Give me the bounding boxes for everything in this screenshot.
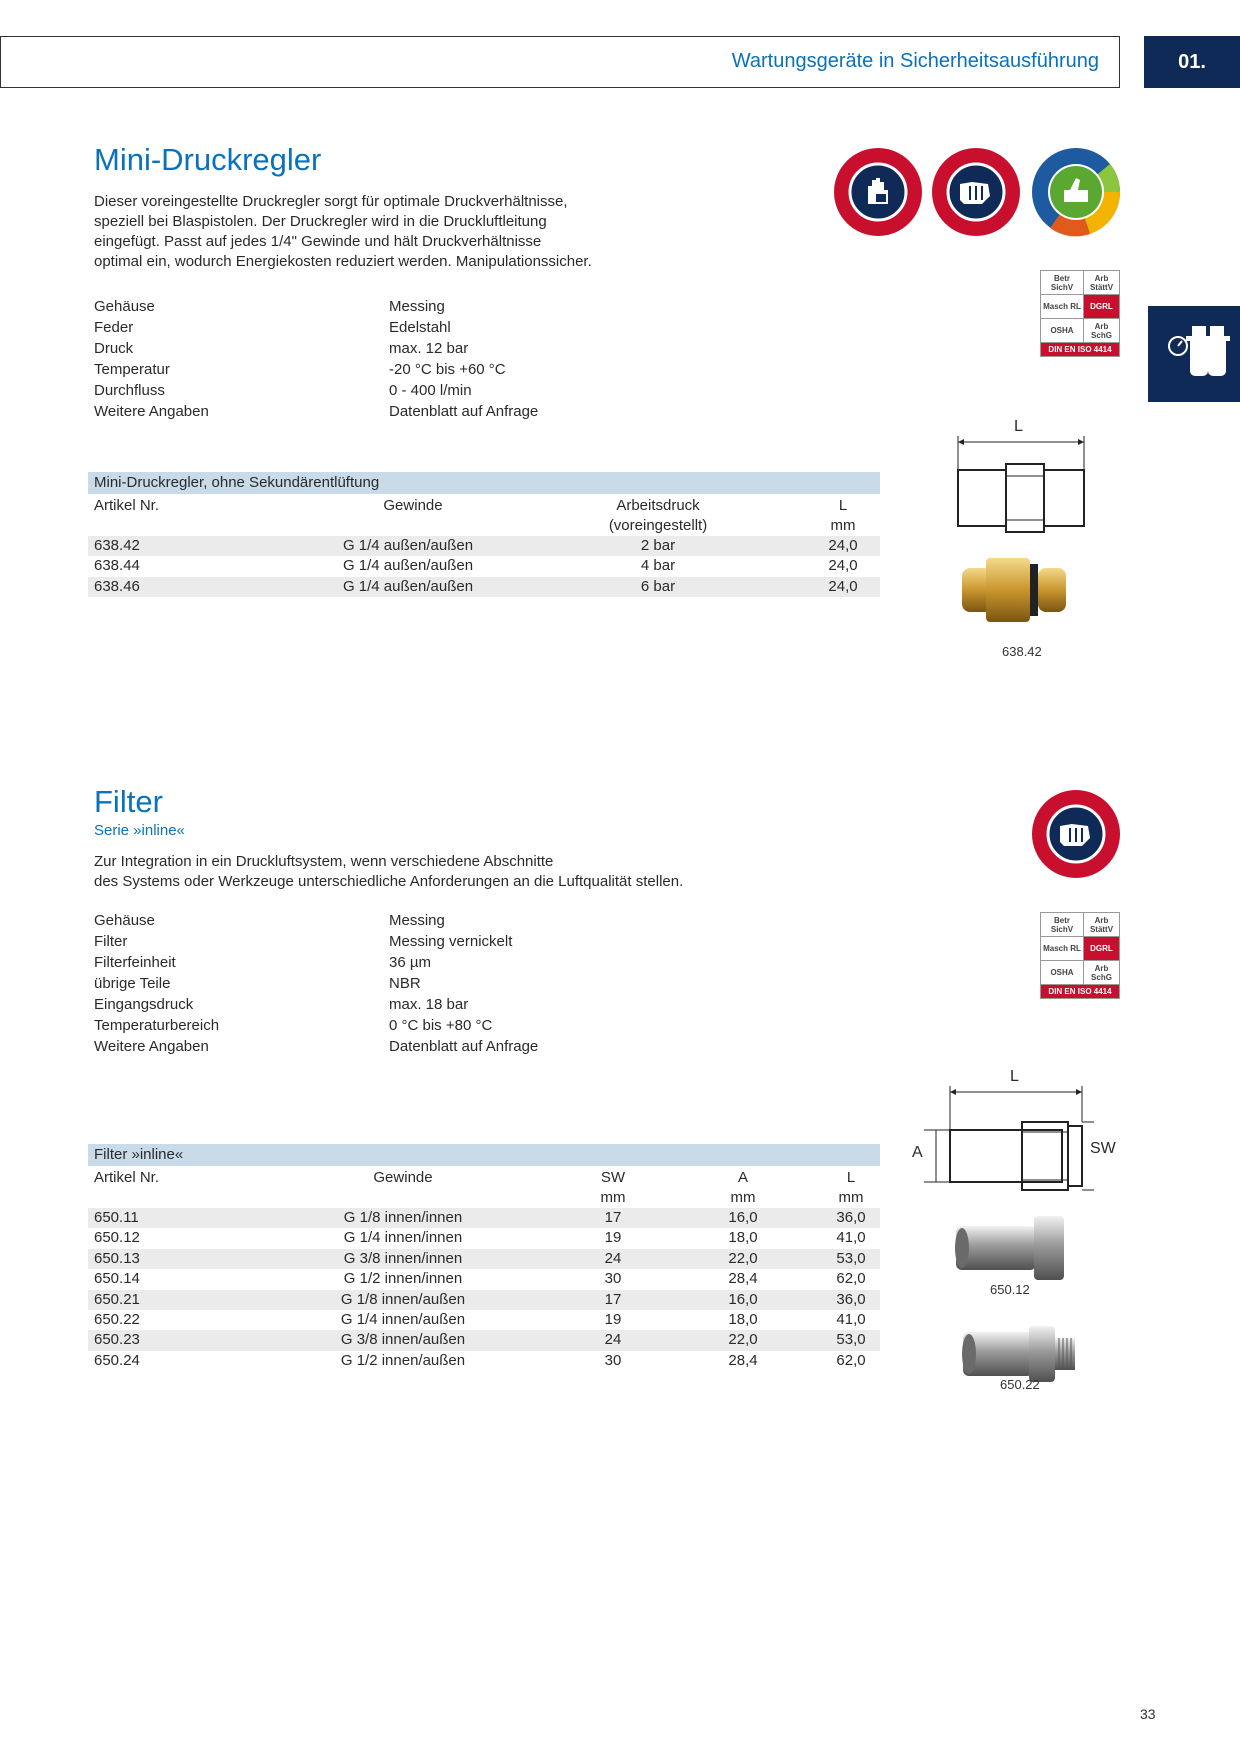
section-title-filter: Filter — [94, 784, 163, 819]
spec-value: Messing — [389, 912, 445, 929]
spec-label: Gehäuse — [94, 298, 155, 315]
col-header-pressure-sub: (voreingestellt) — [608, 517, 708, 534]
cell-a: 28,4 — [728, 1270, 758, 1288]
spec-value: Datenblatt auf Anfrage — [389, 1038, 539, 1055]
description-line: eingefügt. Passt auf jedes 1/4" Gewinde und hält Druckverhältnisse — [94, 233, 542, 250]
section-subtitle: Serie »inline« — [94, 822, 185, 839]
category-side-tab — [1148, 306, 1240, 402]
col-header-a: A — [737, 1169, 748, 1186]
photo-caption: 650.12 — [990, 1282, 1030, 1297]
table-row — [88, 1351, 880, 1371]
description-line: des Systems oder Werkzeuge unterschiedliche Anforderungen an die Luftqualität stellen. — [94, 873, 684, 890]
spec-value: NBR — [389, 975, 421, 992]
cell-sw: 19 — [604, 1229, 622, 1247]
badge-arbschg: Arb SchG — [1084, 961, 1120, 985]
cell-sw: 17 — [604, 1209, 622, 1226]
section2-specs — [94, 910, 614, 1057]
badge-masch: Masch RL — [1041, 295, 1084, 319]
cell-a: 16,0 — [728, 1209, 758, 1226]
cell-length: 36,0 — [836, 1290, 866, 1308]
cell-thread: G 1/8 innen/außen — [340, 1290, 466, 1308]
spec-value: max. 12 bar — [389, 340, 469, 357]
lock-icon — [876, 194, 886, 202]
col-header-article: Artikel Nr. — [94, 497, 160, 514]
col-header-a-unit: mm — [730, 1189, 756, 1206]
spec-label: Filter — [94, 933, 128, 950]
cell-length: 62,0 — [836, 1270, 866, 1288]
section1-specs — [94, 296, 614, 422]
col-header-sw: SW — [600, 1169, 626, 1186]
table-filter-inline — [88, 1144, 880, 1371]
product-photo-650-12 — [950, 1212, 1075, 1287]
table-header — [88, 494, 880, 536]
cell-a: 18,0 — [728, 1310, 758, 1328]
badge-betr: Betr SichV — [1041, 913, 1084, 937]
spec-value: Messing vernickelt — [389, 933, 513, 950]
dimension-label-l: L — [1014, 418, 1023, 435]
cell-sw: 17 — [604, 1290, 622, 1308]
product-photo-638-42 — [956, 550, 1076, 635]
dimension-label-l: L — [1010, 1068, 1019, 1085]
spec-label: Druck — [94, 340, 134, 357]
badge-arb: Arb StättV — [1084, 271, 1120, 295]
cell-thread: G 1/2 innen/außen — [340, 1351, 466, 1369]
cell-article: 650.22 — [94, 1310, 140, 1328]
regulation-badges-2 — [1040, 912, 1120, 999]
cell-thread: G 1/4 außen/außen — [342, 577, 474, 595]
spec-label: Temperaturbereich — [94, 1017, 220, 1034]
header-title: Wartungsgeräte in Sicherheitsausführung — [731, 50, 1099, 72]
regulation-badges-1 — [1040, 270, 1120, 357]
badge-din: DIN EN ISO 4414 — [1041, 343, 1120, 357]
table-title: Filter »inline« — [88, 1144, 880, 1166]
table-header — [88, 1166, 880, 1208]
description-line: Zur Integration in ein Druckluftsystem, wenn verschiedene Abschnitte — [94, 853, 554, 870]
spec-value: max. 18 bar — [389, 996, 469, 1013]
spec-value: 0 - 400 l/min — [389, 382, 472, 399]
cell-pressure: 2 bar — [640, 537, 676, 554]
cell-a: 22,0 — [728, 1249, 758, 1267]
cell-length: 41,0 — [836, 1310, 866, 1328]
cell-sw: 19 — [604, 1310, 622, 1328]
spec-label: Gehäuse — [94, 912, 155, 929]
table-row — [88, 1208, 880, 1228]
cell-sw: 30 — [604, 1270, 622, 1288]
chapter-tab: 01. — [1144, 36, 1240, 88]
col-header-length-unit: mm — [838, 1189, 864, 1206]
spec-label: Temperatur — [94, 361, 170, 378]
seal-kein-zugriff — [832, 146, 924, 243]
cell-length: 36,0 — [836, 1209, 866, 1226]
table-row — [88, 577, 880, 597]
table-mini-druckregler — [88, 472, 880, 597]
technical-drawing-regulator — [950, 420, 1090, 540]
cell-sw: 30 — [604, 1351, 622, 1369]
photo-caption: 650.22 — [1000, 1377, 1040, 1392]
technical-drawing-filter — [910, 1070, 1130, 1205]
cell-article: 650.11 — [94, 1209, 139, 1226]
cell-thread: G 3/8 innen/außen — [340, 1331, 466, 1349]
badge-osha: OSHA — [1041, 961, 1084, 985]
badge-osha: OSHA — [1041, 319, 1084, 343]
col-header-thread: Gewinde — [383, 497, 443, 514]
spec-value: 0 °C bis +80 °C — [389, 1017, 493, 1034]
seal-verletzungs-schutz — [930, 146, 1022, 243]
table-row — [88, 1290, 880, 1310]
section2-description — [94, 852, 794, 892]
badge-betr: Betr SichV — [1041, 271, 1084, 295]
cell-length: 53,0 — [836, 1249, 866, 1267]
table-row — [88, 556, 880, 576]
badge-dgrl: DGRL — [1084, 937, 1120, 961]
seal-druckluft-effizienz — [1030, 146, 1122, 243]
spec-value: Datenblatt auf Anfrage — [389, 403, 539, 420]
header-bar — [0, 36, 1120, 88]
cell-length: 24,0 — [828, 537, 858, 554]
description-line: optimal ein, wodurch Energiekosten reduziert werden. Manipulationssicher. — [94, 253, 592, 270]
table-title: Mini-Druckregler, ohne Sekundärentlüftung — [88, 472, 880, 494]
badge-dgrl: DGRL — [1084, 295, 1120, 319]
dimension-label-a: A — [912, 1144, 923, 1161]
cell-length: 41,0 — [836, 1229, 866, 1247]
table-row — [88, 536, 880, 556]
spec-label: Durchfluss — [94, 382, 165, 399]
cell-article: 650.14 — [94, 1270, 140, 1288]
spec-value: Messing — [389, 298, 445, 315]
spec-value: Edelstahl — [389, 319, 451, 336]
photo-caption: 638.42 — [1002, 644, 1042, 659]
col-header-pressure: Arbeitsdruck — [616, 497, 700, 514]
cell-pressure: 6 bar — [640, 577, 676, 595]
spec-label: Feder — [94, 319, 134, 336]
col-header-length: L — [846, 1169, 856, 1186]
cell-article: 650.23 — [94, 1331, 140, 1349]
cell-thread: G 1/2 innen/innen — [343, 1270, 463, 1288]
section-title-mini-druckregler: Mini-Druckregler — [94, 142, 322, 177]
badge-arb: Arb StättV — [1084, 913, 1120, 937]
col-header-length-unit: mm — [830, 517, 856, 534]
dimension-label-sw: SW — [1090, 1140, 1116, 1157]
description-line: Dieser voreingestellte Druckregler sorgt für optimale Druckverhältnisse, — [94, 193, 568, 210]
badge-masch: Masch RL — [1041, 937, 1084, 961]
cell-article: 650.24 — [94, 1351, 140, 1369]
table-row — [88, 1249, 880, 1269]
cell-length: 62,0 — [836, 1351, 866, 1369]
cell-article: 650.13 — [94, 1249, 140, 1267]
cell-thread: G 3/8 innen/innen — [343, 1249, 463, 1267]
col-header-length: L — [838, 497, 848, 514]
maintenance-unit-icon — [1148, 306, 1240, 402]
cell-article: 638.46 — [94, 577, 140, 595]
cell-pressure: 4 bar — [640, 557, 676, 575]
cell-a: 28,4 — [728, 1351, 758, 1369]
spec-label: übrige Teile — [94, 975, 171, 992]
col-header-thread: Gewinde — [373, 1169, 433, 1186]
description-line: speziell bei Blaspistolen. Der Druckregler wird in die Druckluftleitung — [94, 213, 547, 230]
table-row — [88, 1269, 880, 1289]
cell-a: 22,0 — [728, 1331, 758, 1349]
cell-thread: G 1/4 außen/außen — [342, 557, 474, 575]
badge-din: DIN EN ISO 4414 — [1041, 985, 1120, 999]
col-header-article: Artikel Nr. — [94, 1169, 160, 1186]
spec-value: -20 °C bis +60 °C — [389, 361, 506, 378]
cell-a: 16,0 — [728, 1290, 758, 1308]
cell-length: 24,0 — [828, 557, 858, 575]
cell-a: 18,0 — [728, 1229, 758, 1247]
spec-value: 36 µm — [389, 954, 431, 971]
cell-article: 638.44 — [94, 557, 140, 575]
cell-sw: 24 — [604, 1249, 622, 1267]
cell-thread: G 1/4 außen/außen — [342, 537, 474, 554]
table-row — [88, 1330, 880, 1350]
badge-arbschg: Arb SchG — [1084, 319, 1120, 343]
page-number: 33 — [1140, 1706, 1156, 1722]
cell-sw: 24 — [604, 1331, 622, 1349]
cell-length: 53,0 — [836, 1331, 866, 1349]
spec-label: Weitere Angaben — [94, 1038, 209, 1055]
section1-description — [94, 192, 734, 272]
cell-article: 638.42 — [94, 537, 140, 554]
spec-label: Weitere Angaben — [94, 403, 209, 420]
cell-thread: G 1/4 innen/innen — [343, 1229, 463, 1247]
table-row — [88, 1310, 880, 1330]
cell-thread: G 1/4 innen/außen — [340, 1310, 466, 1328]
spec-label: Eingangsdruck — [94, 996, 194, 1013]
cell-thread: G 1/8 innen/innen — [343, 1209, 463, 1226]
spec-label: Filterfeinheit — [94, 954, 176, 971]
seal-verletzungs-schutz-filter — [1030, 788, 1122, 885]
col-header-sw-unit: mm — [600, 1189, 626, 1206]
table-row — [88, 1228, 880, 1248]
cell-article: 650.12 — [94, 1229, 140, 1247]
cell-length: 24,0 — [828, 577, 858, 595]
cell-article: 650.21 — [94, 1290, 140, 1308]
